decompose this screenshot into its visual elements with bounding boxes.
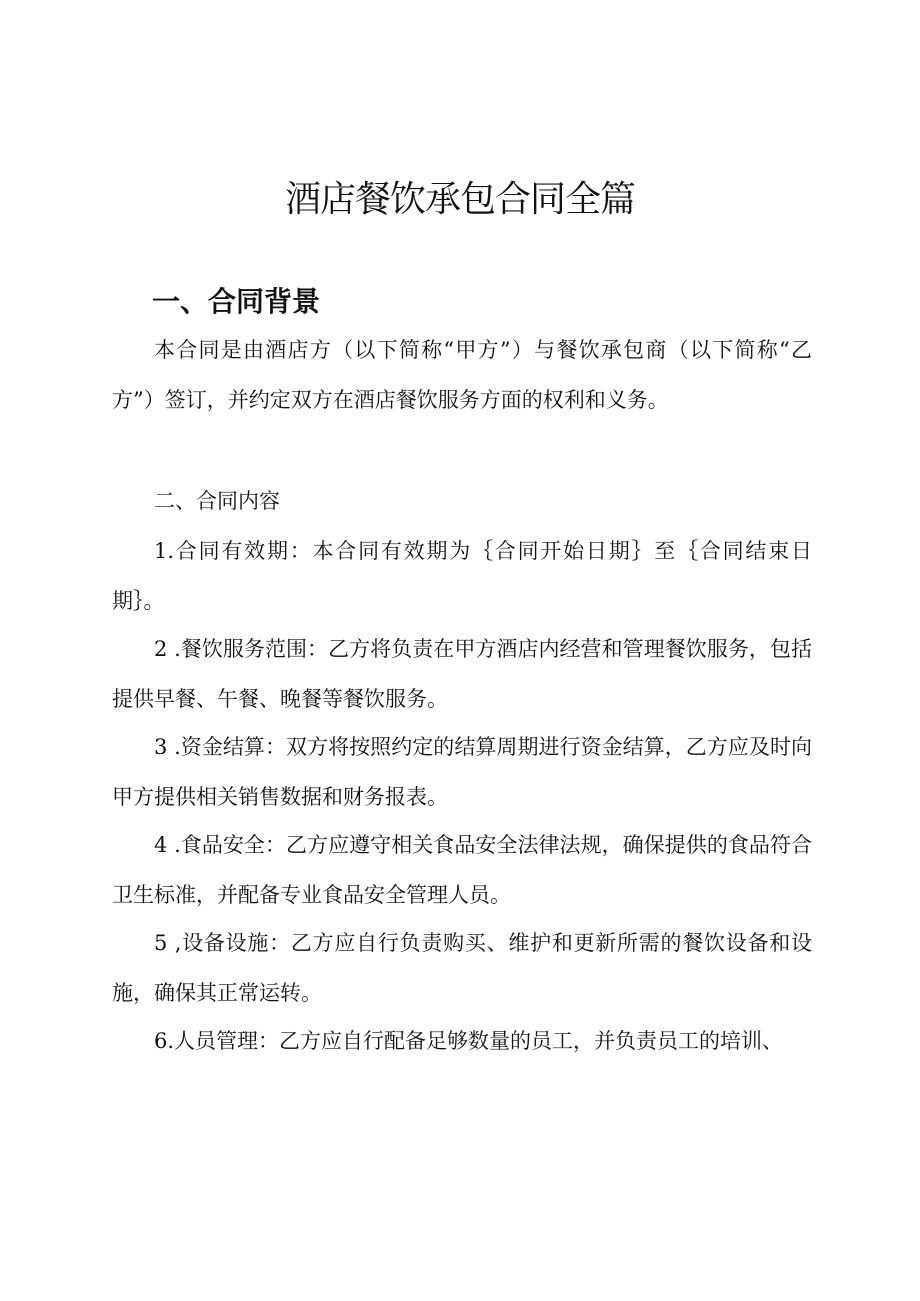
contract-item-3: 3 .资金结算：双方将按照约定的结算周期进行资金结算，乙方应及时向甲方提供相关销售数据和财务报表。	[112, 735, 812, 809]
contract-item-5: 5 ,设备设施：乙方应自行负责购买、维护和更新所需的餐饮设备和设施，确保其正常运转。	[112, 931, 812, 1005]
document-title: 酒店餐饮承包合同全篇	[284, 179, 635, 220]
section-heading-content: 二、合同内容	[154, 489, 280, 513]
contract-item-1: 1.合同有效期：本合同有效期为｛合同开始日期｝至｛合同结束日期｝。	[112, 539, 812, 613]
section-heading-background: 一、合同背景	[152, 285, 321, 318]
contract-item-2: 2 .餐饮服务范围：乙方将负责在甲方酒店内经营和管理餐饮服务，包括提供早餐、午餐、晚餐等餐饮服务。	[112, 637, 812, 711]
contract-item-6: 6.人员管理：乙方应自行配备足够数量的员工，并负责员工的培训、	[154, 1029, 784, 1053]
section-background-paragraph: 本合同是由酒店方（以下简称“甲方”）与餐饮承包商（以下简称“乙方”）签订，并约定双方在酒店餐饮服务方面的权利和义务。	[112, 338, 812, 412]
contract-item-4: 4 .食品安全：乙方应遵守相关食品安全法律法规，确保提供的食品符合卫生标准，并配备专业食品安全管理人员。	[112, 833, 812, 907]
